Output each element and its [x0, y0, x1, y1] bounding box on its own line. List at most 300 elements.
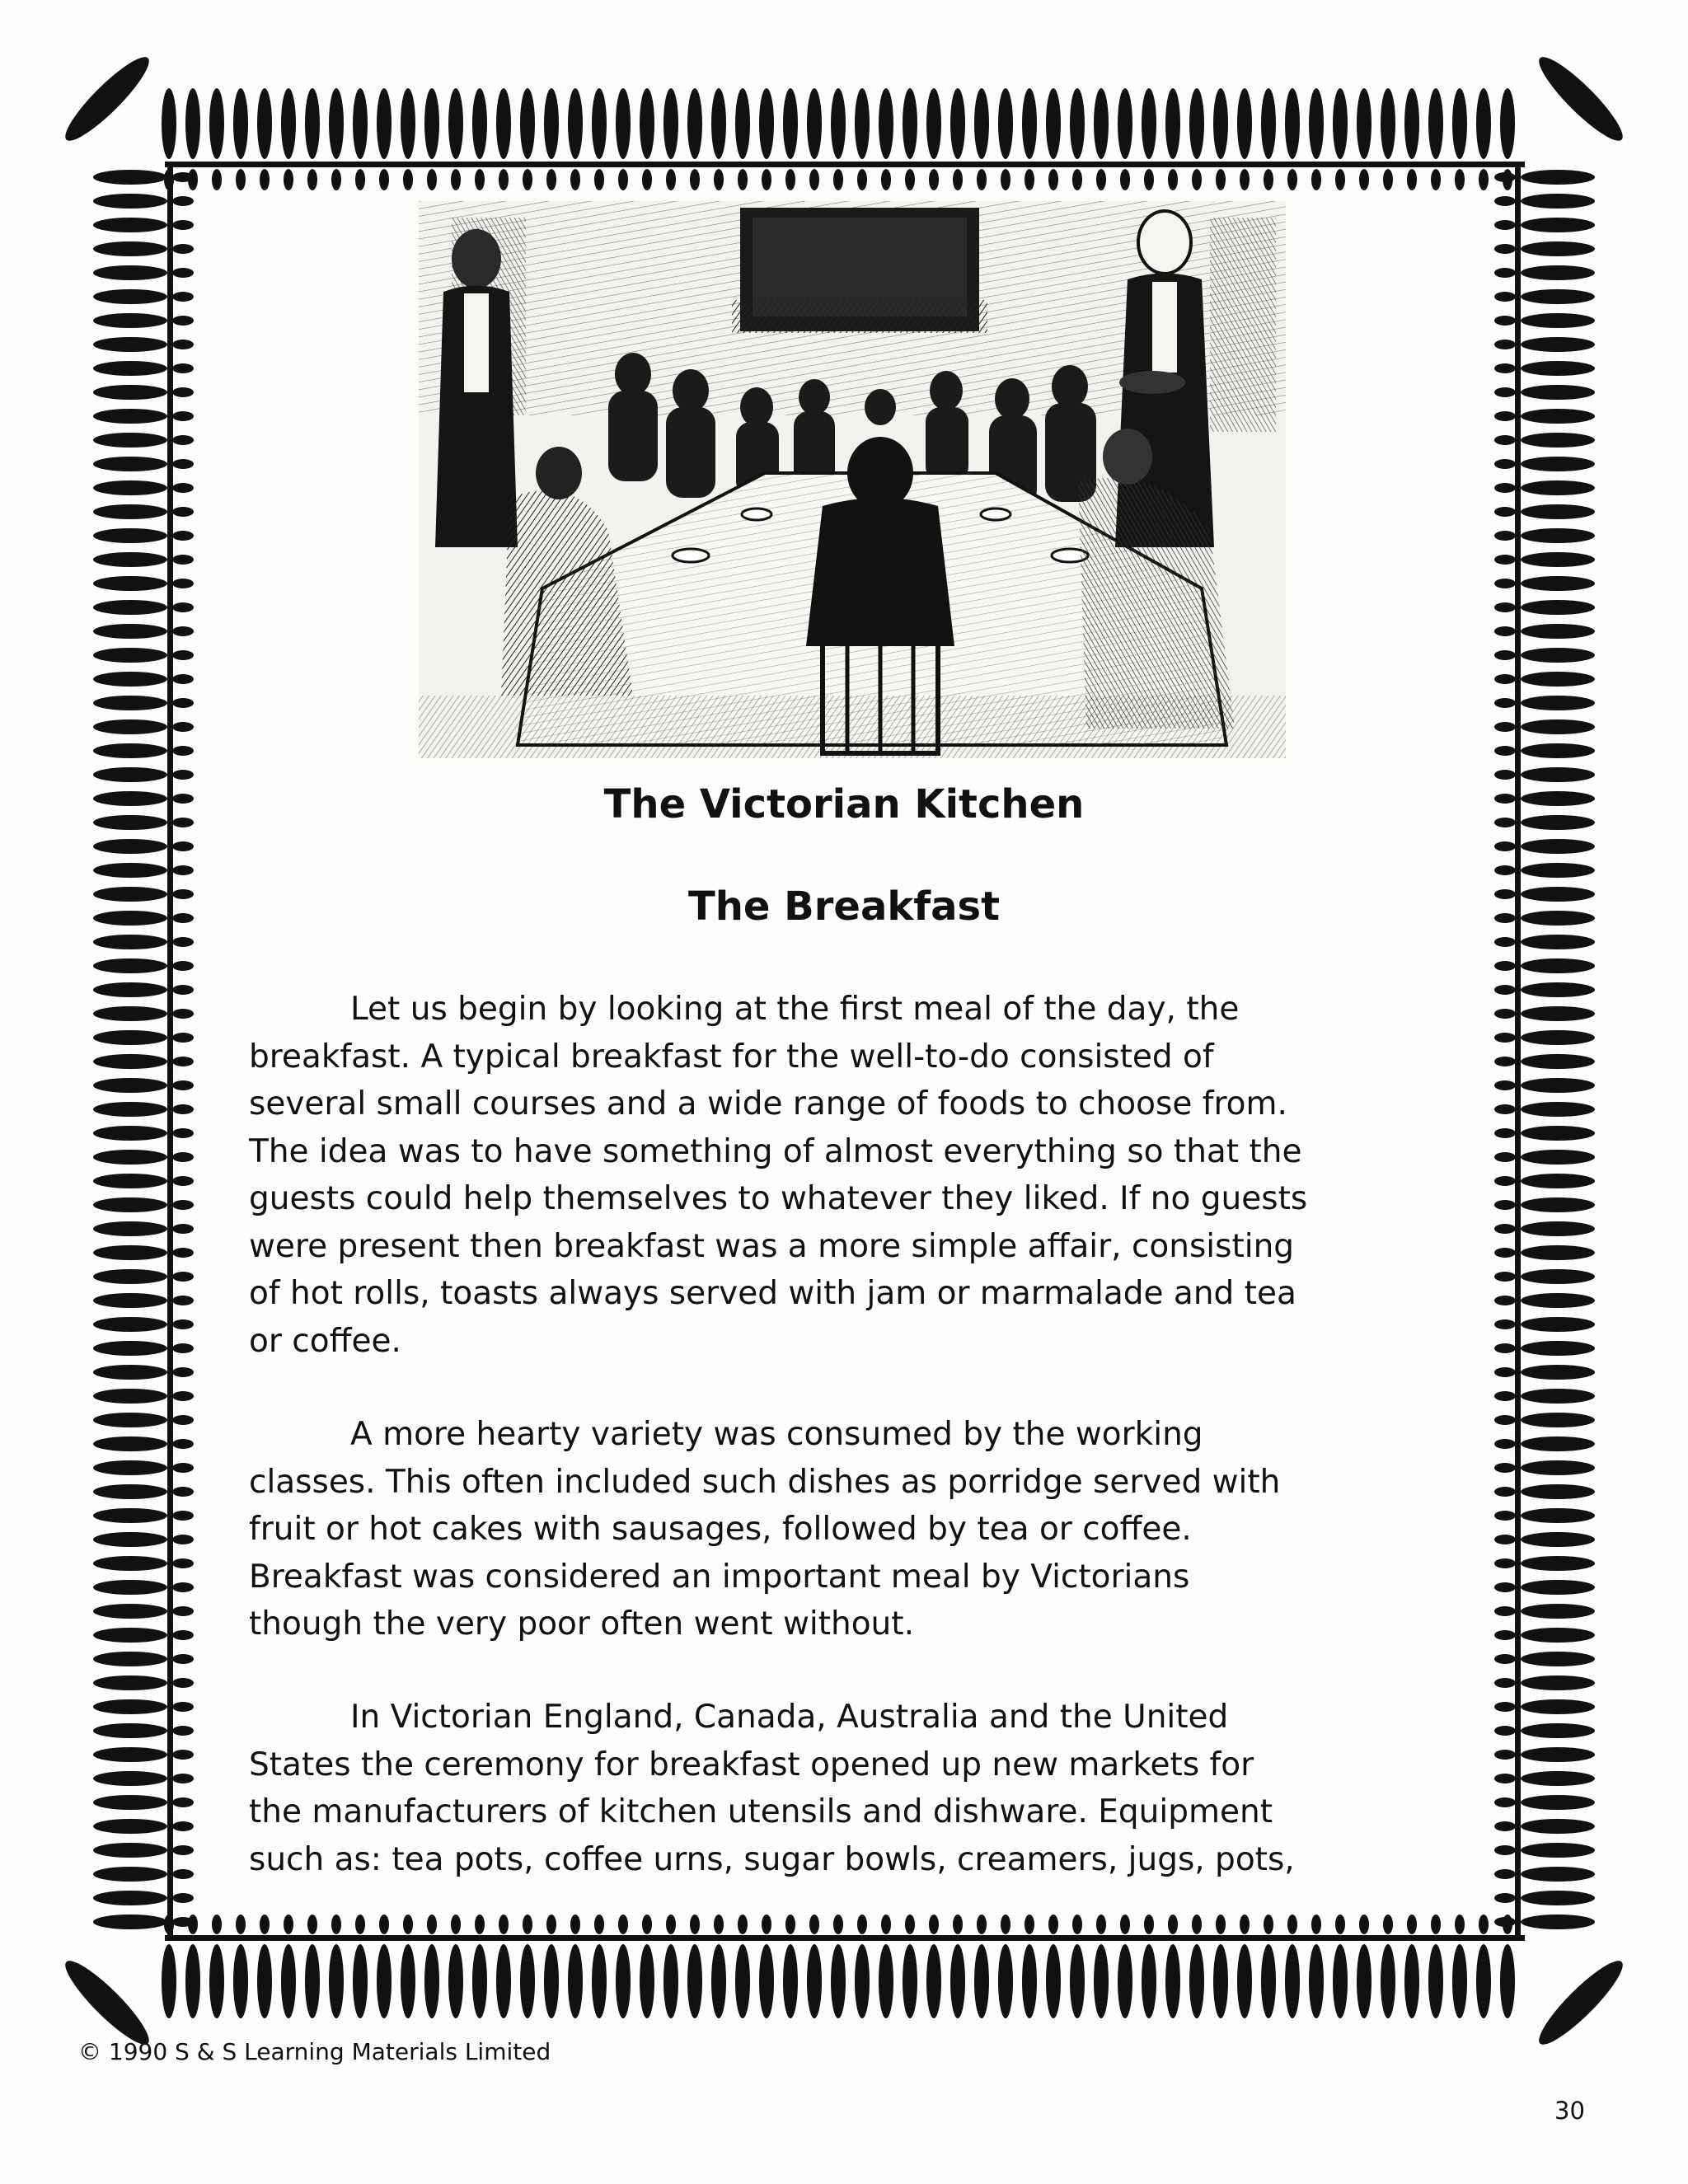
border-leaf: [93, 719, 167, 734]
border-leaf: [1521, 313, 1595, 328]
border-leaf: [1192, 1915, 1202, 1934]
border-leaf: [640, 88, 654, 159]
border-leaf: [1521, 1556, 1595, 1571]
copyright-notice: © 1990 S & S Learning Materials Limited: [78, 2038, 551, 2065]
border-leaf: [93, 863, 167, 878]
border-leaf: [738, 169, 748, 190]
border-leaf: [1025, 1915, 1034, 1934]
border-leaf: [881, 1915, 891, 1934]
border-leaf: [520, 88, 535, 159]
border-leaf: [1494, 1558, 1516, 1568]
border-leaf: [307, 1915, 317, 1934]
border-leaf: [1494, 1391, 1516, 1401]
border-leaf: [523, 1915, 532, 1934]
border-leaf: [1494, 244, 1516, 254]
border-leaf: [355, 169, 365, 190]
border-leaf: [93, 1054, 167, 1069]
border-leaf: [1264, 169, 1273, 190]
border-leaf: [1383, 1915, 1393, 1934]
border-leaf: [172, 961, 194, 971]
border-leaf: [93, 1436, 167, 1451]
border-leaf: [1494, 626, 1516, 636]
border-leaf: [1494, 1104, 1516, 1114]
border-leaf: [93, 1915, 167, 1929]
border-leaf: [1521, 361, 1595, 376]
border-leaf: [523, 169, 532, 190]
border-leaf: [1521, 863, 1595, 878]
border-leaf: [172, 1200, 194, 1210]
border-leaf: [1025, 169, 1034, 190]
border-leaf: [93, 1460, 167, 1475]
border-leaf: [93, 1843, 167, 1858]
border-leaf: [1494, 1582, 1516, 1592]
border-leaf: [451, 169, 461, 190]
border-leaf: [807, 1944, 822, 2018]
border-leaf: [783, 1944, 798, 2018]
border-leaf: [93, 600, 167, 615]
corner-leaf: [1531, 1952, 1631, 2053]
border-leaf: [172, 1009, 194, 1019]
border-leaf: [1476, 88, 1491, 159]
border-leaf: [1521, 1508, 1595, 1523]
corner-leaf: [57, 49, 157, 149]
border-leaf: [1048, 1915, 1058, 1934]
border-leaf: [93, 170, 167, 185]
border-leaf: [93, 648, 167, 663]
border-leaf: [1494, 1535, 1516, 1544]
border-leaf: [1494, 1272, 1516, 1282]
border-leaf: [172, 1869, 194, 1879]
border-leaf: [1189, 1944, 1204, 2018]
border-leaf: [1494, 961, 1516, 971]
border-leaf: [1521, 1150, 1595, 1165]
border-leaf: [833, 1915, 843, 1934]
border-leaf: [807, 88, 822, 159]
border-leaf: [690, 169, 700, 190]
victorian-breakfast-engraving-icon: [419, 201, 1286, 758]
border-leaf: [172, 1128, 194, 1138]
border-leaf: [1521, 648, 1595, 663]
border-leaf: [307, 169, 317, 190]
border-leaf: [618, 169, 628, 190]
border-leaf: [305, 1944, 320, 2018]
border-leaf: [172, 1702, 194, 1712]
border-leaf: [403, 1915, 413, 1934]
border-leaf: [499, 169, 509, 190]
border-leaf: [546, 1915, 556, 1934]
border-leaf: [1383, 169, 1393, 190]
border-leaf: [1500, 1944, 1515, 2018]
border-leaf: [93, 1604, 167, 1619]
page-number: 30: [1554, 2097, 1585, 2125]
border-leaf: [172, 937, 194, 947]
border-leaf: [172, 1080, 194, 1090]
border-leaf: [377, 1944, 392, 2018]
border-leaf: [1494, 1080, 1516, 1090]
border-leaf: [1494, 268, 1516, 278]
border-leaf: [1494, 1415, 1516, 1425]
border-leaf: [1494, 1057, 1516, 1066]
border-leaf: [1189, 88, 1204, 159]
border-leaf: [472, 88, 487, 159]
border-leaf: [172, 1678, 194, 1688]
border-leaf: [172, 1463, 194, 1473]
border-leaf: [1072, 1915, 1082, 1934]
border-leaf: [544, 1944, 559, 2018]
border-leaf: [1237, 1944, 1252, 2018]
border-leaf: [1521, 1604, 1595, 1619]
border-leaf: [1494, 770, 1516, 780]
border-leaf: [831, 1944, 846, 2018]
border-leaf: [172, 1845, 194, 1855]
border-leaf: [93, 1174, 167, 1188]
border-leaf: [1494, 579, 1516, 588]
section-title: The Breakfast: [687, 883, 1001, 930]
border-leaf: [448, 1944, 463, 2018]
border-leaf: [1381, 1944, 1395, 2018]
border-leaf: [172, 579, 194, 588]
border-leaf: [855, 1944, 870, 2018]
border-leaf: [1521, 767, 1595, 782]
border-leaf: [1494, 602, 1516, 612]
border-leaf: [1521, 218, 1595, 232]
border-leaf: [496, 88, 511, 159]
border-leaf: [1261, 1944, 1276, 2018]
text-line: several small courses and a wide range of foods to choose from.: [249, 1085, 1287, 1122]
border-leaf: [616, 1944, 631, 2018]
border-leaf: [1521, 433, 1595, 448]
border-leaf: [1521, 1126, 1595, 1141]
border-leaf: [546, 169, 556, 190]
border-leaf: [212, 169, 222, 190]
border-leaf: [905, 1915, 915, 1934]
border-leaf: [1142, 88, 1156, 159]
border-rule: [1515, 165, 1521, 1937]
border-leaf: [1494, 196, 1516, 206]
border-leaf: [1494, 483, 1516, 493]
border-leaf: [998, 1944, 1013, 2018]
border-leaf: [172, 316, 194, 326]
border-leaf: [1494, 531, 1516, 541]
border-leaf: [831, 88, 846, 159]
border-leaf: [520, 1944, 535, 2018]
border-leaf: [93, 1293, 167, 1308]
text-line: the manufacturers of kitchen utensils and dishware. Equipment: [249, 1793, 1273, 1830]
border-leaf: [594, 169, 604, 190]
text-line: classes. This often included such dishes as porridge served with: [249, 1463, 1281, 1501]
border-leaf: [1521, 1580, 1595, 1595]
border-leaf: [172, 722, 194, 732]
border-leaf: [1521, 241, 1595, 256]
border-leaf: [427, 1915, 437, 1934]
border-leaf: [1494, 1678, 1516, 1688]
border-leaf: [1521, 1054, 1595, 1069]
border-leaf: [1455, 1915, 1465, 1934]
border-leaf: [1479, 169, 1489, 190]
border-leaf: [401, 88, 415, 159]
border-leaf: [1431, 1915, 1441, 1934]
border-leaf: [1452, 88, 1467, 159]
border-leaf: [1494, 1343, 1516, 1353]
corner-leaf: [1531, 49, 1631, 149]
text-line: The idea was to have something of almost everything so that the: [249, 1132, 1302, 1170]
border-leaf: [735, 88, 750, 159]
border-leaf: [172, 1535, 194, 1544]
border-leaf: [1521, 935, 1595, 949]
border-leaf: [1494, 1224, 1516, 1234]
border-leaf: [172, 841, 194, 851]
border-leaf: [172, 1439, 194, 1449]
border-leaf: [1168, 1915, 1178, 1934]
border-leaf: [93, 504, 167, 519]
border-leaf: [93, 1699, 167, 1714]
border-leaf: [1046, 1944, 1061, 2018]
border-leaf: [1521, 1771, 1595, 1786]
border-leaf: [233, 88, 248, 159]
border-leaf: [1521, 457, 1595, 471]
border-leaf: [93, 1317, 167, 1332]
border-leaf: [998, 88, 1013, 159]
border-leaf: [172, 1774, 194, 1783]
border-leaf: [1144, 169, 1154, 190]
text-line: or coffee.: [249, 1322, 401, 1360]
border-leaf: [172, 1224, 194, 1234]
border-leaf: [475, 1915, 485, 1934]
border-leaf: [93, 1484, 167, 1499]
border-leaf: [1285, 88, 1300, 159]
border-leaf: [570, 1915, 580, 1934]
border-leaf: [711, 1944, 726, 2018]
border-leaf: [172, 1821, 194, 1831]
border-leaf: [1521, 337, 1595, 352]
border-leaf: [172, 1367, 194, 1377]
border-leaf: [257, 88, 272, 159]
border-leaf: [1407, 1915, 1417, 1934]
text-line: Let us begin by looking at the first meal of the day, the: [350, 991, 1240, 1028]
border-leaf: [172, 1917, 194, 1927]
border-leaf: [1521, 1460, 1595, 1475]
border-leaf: [1494, 722, 1516, 732]
page-title: The Victorian Kitchen: [603, 781, 1085, 827]
border-leaf: [93, 1030, 167, 1045]
border-leaf: [1407, 169, 1417, 190]
border-leaf: [1120, 169, 1130, 190]
border-leaf: [1072, 169, 1082, 190]
border-leaf: [172, 1654, 194, 1664]
border-leaf: [1001, 169, 1010, 190]
border-leaf: [162, 1944, 176, 2018]
border-leaf: [1022, 88, 1037, 159]
border-leaf: [1521, 528, 1595, 543]
border-leaf: [1521, 170, 1595, 185]
border-leaf: [472, 1944, 487, 2018]
border-leaf: [762, 1915, 771, 1934]
border-leaf: [1521, 1317, 1595, 1332]
border-leaf: [1118, 88, 1132, 159]
border-leaf: [1521, 1102, 1595, 1117]
border-leaf: [1070, 88, 1085, 159]
border-leaf: [172, 746, 194, 756]
border-leaf: [1309, 1944, 1324, 2018]
border-leaf: [592, 1944, 607, 2018]
border-leaf: [93, 528, 167, 543]
border-leaf: [1521, 289, 1595, 304]
border-leaf: [162, 88, 176, 159]
border-leaf: [93, 576, 167, 591]
border-leaf: [93, 361, 167, 376]
border-leaf: [833, 169, 843, 190]
border-leaf: [1521, 385, 1595, 400]
border-leaf: [1494, 411, 1516, 421]
border-leaf: [1521, 552, 1595, 567]
border-leaf: [93, 552, 167, 567]
border-leaf: [93, 1078, 167, 1093]
text-line: breakfast. A typical breakfast for the well-to-do consisted of: [249, 1038, 1214, 1076]
border-leaf: [1333, 88, 1348, 159]
border-leaf: [1494, 1869, 1516, 1879]
border-leaf: [1494, 555, 1516, 565]
border-leaf: [857, 1915, 867, 1934]
border-leaf: [1287, 1915, 1297, 1934]
border-leaf: [281, 88, 296, 159]
border-leaf: [663, 1944, 678, 2018]
border-leaf: [1335, 1915, 1345, 1934]
border-leaf: [93, 1150, 167, 1165]
border-leaf: [172, 1319, 194, 1329]
border-leaf: [642, 169, 652, 190]
border-leaf: [93, 409, 167, 424]
border-leaf: [172, 1487, 194, 1497]
border-leaf: [783, 88, 798, 159]
border-leaf: [1494, 1750, 1516, 1760]
border-leaf: [1521, 1891, 1595, 1905]
border-leaf: [1521, 194, 1595, 209]
border-leaf: [687, 88, 702, 159]
border-leaf: [93, 1867, 167, 1882]
border-leaf: [233, 1944, 248, 2018]
border-leaf: [618, 1915, 628, 1934]
border-leaf: [1521, 576, 1595, 591]
border-leaf: [1357, 88, 1372, 159]
border-leaf: [1494, 841, 1516, 851]
border-leaf: [1494, 1200, 1516, 1210]
border-leaf: [1494, 1845, 1516, 1855]
border-leaf: [172, 196, 194, 206]
border-leaf: [172, 268, 194, 278]
border-leaf: [93, 1819, 167, 1834]
border-leaf: [93, 1389, 167, 1404]
border-leaf: [1001, 1915, 1010, 1934]
border-leaf: [1494, 172, 1516, 182]
border-leaf: [209, 1944, 224, 2018]
border-leaf: [1521, 1436, 1595, 1451]
border-leaf: [172, 1296, 194, 1305]
border-leaf: [93, 1723, 167, 1738]
border-leaf: [1521, 672, 1595, 687]
border-leaf: [1494, 1128, 1516, 1138]
border-leaf: [953, 1915, 963, 1934]
text-line: A more hearty variety was consumed by the working: [350, 1416, 1203, 1453]
border-leaf: [284, 1915, 293, 1934]
border-leaf: [1494, 340, 1516, 349]
border-leaf: [93, 1747, 167, 1762]
border-leaf: [93, 241, 167, 256]
border-leaf: [1521, 839, 1595, 854]
border-leaf: [93, 935, 167, 949]
border-leaf: [926, 88, 941, 159]
border-leaf: [93, 672, 167, 687]
border-leaf: [1494, 507, 1516, 517]
border-leaf: [974, 88, 989, 159]
border-leaf: [172, 1511, 194, 1521]
border-leaf: [568, 88, 583, 159]
border-leaf: [1333, 1944, 1348, 2018]
border-leaf: [260, 169, 270, 190]
border-leaf: [172, 483, 194, 493]
paragraph-working-classes: [249, 1411, 1469, 1648]
border-leaf: [329, 1944, 344, 2018]
border-leaf: [172, 1176, 194, 1186]
border-leaf: [1521, 1819, 1595, 1834]
border-leaf: [977, 1915, 987, 1934]
border-leaf: [1335, 169, 1345, 190]
border-leaf: [1494, 1797, 1516, 1807]
border-leaf: [172, 411, 194, 421]
border-leaf: [172, 340, 194, 349]
border-leaf: [903, 1944, 917, 2018]
border-leaf: [1165, 1944, 1180, 2018]
border-leaf: [172, 531, 194, 541]
border-leaf: [93, 433, 167, 448]
border-leaf: [1521, 1675, 1595, 1690]
border-leaf: [93, 1341, 167, 1356]
border-leaf: [1494, 1606, 1516, 1616]
border-leaf: [1287, 169, 1297, 190]
border-leaf: [93, 958, 167, 973]
border-leaf: [475, 169, 485, 190]
border-leaf: [172, 1893, 194, 1903]
border-leaf: [172, 555, 194, 565]
border-leaf: [93, 265, 167, 280]
border-leaf: [592, 88, 607, 159]
border-leaf: [1213, 1944, 1228, 2018]
border-leaf: [1192, 169, 1202, 190]
border-leaf: [1521, 1699, 1595, 1714]
border-rule: [167, 165, 173, 1937]
border-leaf: [1521, 1915, 1595, 1929]
text-line: such as: tea pots, coffee urns, sugar bowls, creamers, jugs, pots,: [249, 1840, 1295, 1878]
border-leaf: [1494, 1439, 1516, 1449]
border-leaf: [953, 169, 963, 190]
border-leaf: [281, 1944, 296, 2018]
border-leaf: [1285, 1944, 1300, 2018]
border-leaf: [1311, 1915, 1321, 1934]
border-leaf: [172, 1033, 194, 1043]
border-leaf: [1455, 169, 1465, 190]
border-leaf: [1494, 316, 1516, 326]
border-leaf: [93, 1126, 167, 1141]
border-leaf: [93, 1245, 167, 1260]
border-leaf: [427, 169, 437, 190]
border-leaf: [616, 88, 631, 159]
border-leaf: [1494, 1367, 1516, 1377]
border-leaf: [93, 1652, 167, 1666]
border-leaf: [1452, 1944, 1467, 2018]
border-leaf: [1357, 1944, 1372, 2018]
border-leaf: [1168, 169, 1178, 190]
border-leaf: [1240, 1915, 1250, 1934]
border-leaf: [172, 172, 194, 182]
